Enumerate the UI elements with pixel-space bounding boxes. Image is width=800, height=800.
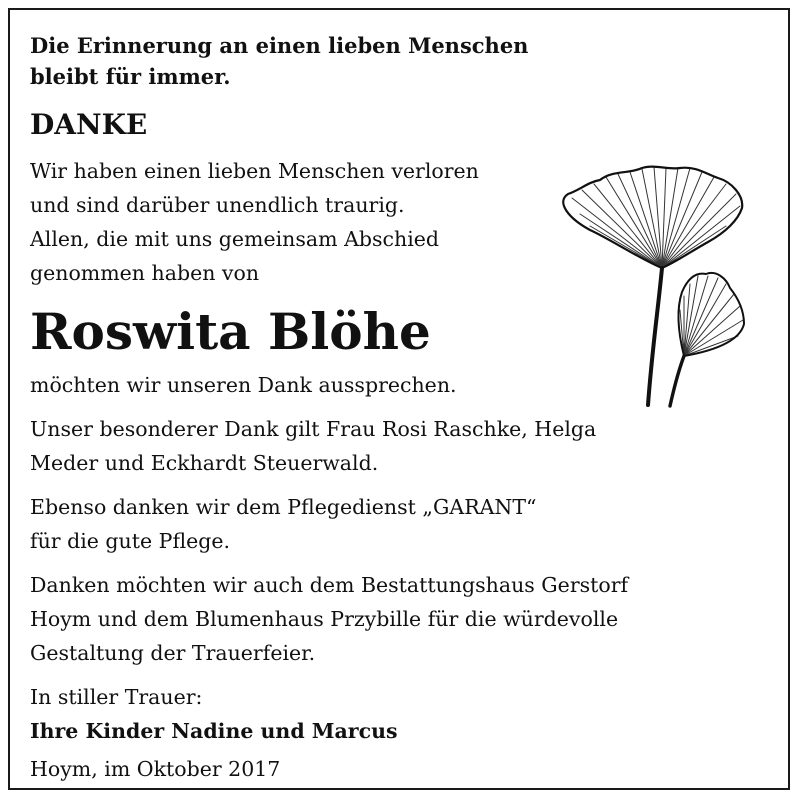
- obituary-notice: [8, 8, 790, 790]
- special-thanks-line-1: Unser besonderer Dank gilt Frau Rosi Raschke, Helga: [30, 417, 597, 441]
- intro-line-3: Allen, die mit uns gemeinsam Abschied: [30, 227, 440, 251]
- intro-line-2: und sind darüber unendlich traurig.: [30, 193, 405, 217]
- thanks-line: möchten wir unseren Dank aussprechen.: [30, 373, 457, 397]
- intro-line-4: genommen haben von: [30, 261, 260, 285]
- ginkgo-leaves-icon: [550, 160, 750, 410]
- care-thanks-line-1: Ebenso danken wir dem Pflegedienst „GARANT“: [30, 495, 537, 519]
- heading-line-1: Die Erinnerung an einen lieben Menschen: [30, 33, 529, 58]
- deceased-name: Roswita Blöhe: [30, 302, 431, 361]
- care-thanks-line-2: für die gute Pflege.: [30, 529, 231, 553]
- care-thanks: [30, 490, 537, 558]
- family-signature: Ihre Kinder Nadine und Marcus: [30, 719, 398, 743]
- mourning-label: In stiller Trauer:: [30, 685, 203, 709]
- intro-line-1: Wir haben einen lieben Menschen verloren: [30, 159, 479, 183]
- heading: [30, 30, 528, 92]
- funeral-thanks-line-1: Danken möchten wir auch dem Bestattungshaus Gerstorf: [30, 573, 629, 597]
- funeral-thanks-line-3: Gestaltung der Trauerfeier.: [30, 641, 316, 665]
- special-thanks-line-2: Meder und Eckhardt Steuerwald.: [30, 451, 379, 475]
- heading-line-2: bleibt für immer.: [30, 64, 231, 89]
- place-date: Hoym, im Oktober 2017: [30, 757, 281, 781]
- title-danke: DANKE: [30, 108, 148, 141]
- funeral-thanks-line-2: Hoym und dem Blumenhaus Przybille für die würdevolle: [30, 607, 619, 631]
- intro-text: [30, 154, 479, 290]
- funeral-thanks: [30, 568, 628, 670]
- special-thanks: [30, 412, 596, 480]
